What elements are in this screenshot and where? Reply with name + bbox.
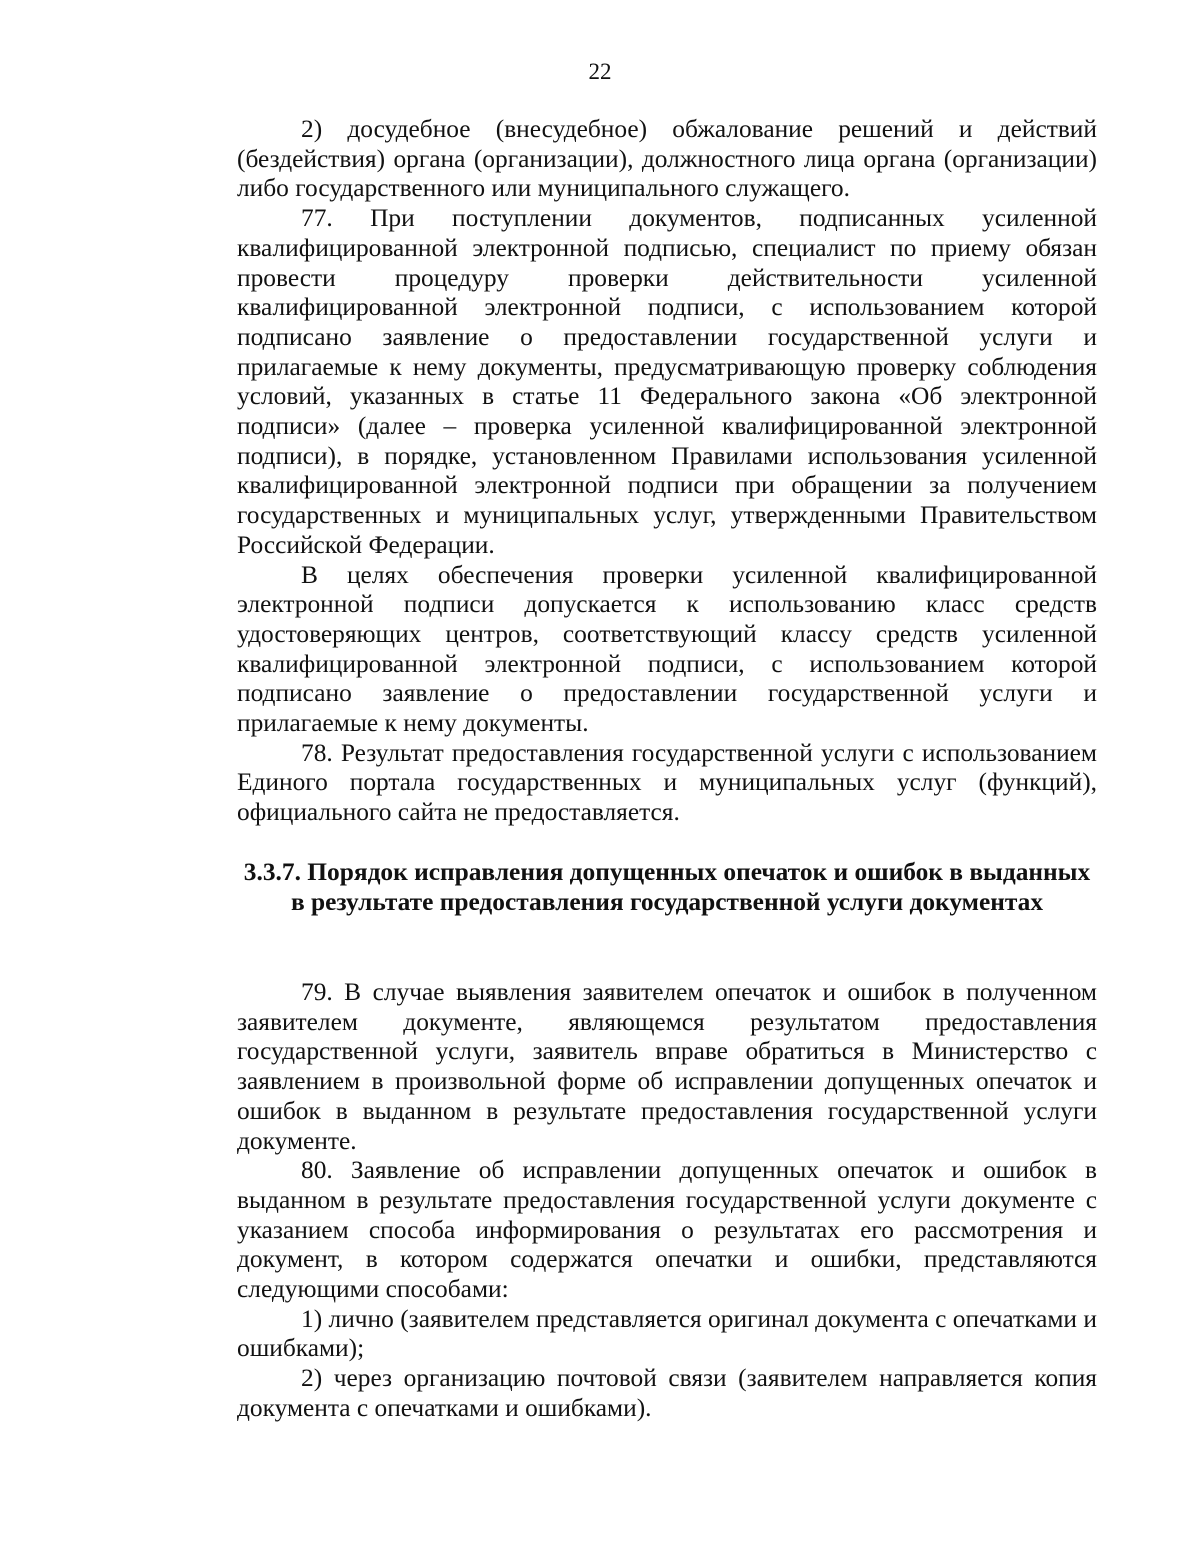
paragraph-80: 80. Заявление об исправлении допущенных опечаток и ошибок в выданном в результате предоставления государственной услуги документе с указанием способа информирования о результатах его рассмотрения и документ, в котором содержатся опечатки и ошибки, представляются следующими способами: <box>237 1156 1097 1304</box>
body-text-block-2 <box>237 978 1097 1424</box>
paragraph-78: 78. Результат предоставления государственной услуги с использованием Единого портала государственных и муниципальных услуг (функций), официального сайта не предоставляется. <box>237 738 1097 827</box>
section-heading: 3.3.7. Порядок исправления допущенных опечаток и ошибок в выданных в результате предоставления государственной услуги документах <box>243 858 1091 916</box>
paragraph-method-2: 2) через организацию почтовой связи (заявителем направляется копия документа с опечатками и ошибками). <box>237 1364 1097 1422</box>
body-text-block <box>237 115 1097 828</box>
paragraph-79: 79. В случае выявления заявителем опечаток и ошибок в полученном заявителем документе, являющемся результатом предоставления государственной услуги, заявитель вправе обратиться в Министерство с заявлением в произвольной форме об исправлении допущенных опечаток и ошибок в выданном в результате предоставления государственной услуги документе. <box>237 978 1097 1155</box>
paragraph-77: 77. При поступлении документов, подписанных усиленной квалифицированной электронной подписью, специалист по приему обязан провести процедуру проверки действительности усиленной квалифицированной электронной подписи, с использованием которой подписано заявление о предоставлении государственной услуги и прилагаемые к нему документы, предусматривающую проверку соблюдения условий, указанных в статье 11 Федерального закона «Об электронной подписи» (далее – проверка усиленной квалифицированной электронной подписи), в порядке, установленном Правилами использования усиленной квалифицированной электронной подписи при обращении за получением государственных и муниципальных услуг, утвержденными Правительством Российской Федерации. <box>237 204 1097 559</box>
paragraph-method-1: 1) лично (заявителем представляется оригинал документа с опечатками и ошибками); <box>237 1304 1097 1363</box>
page-number: 22 <box>588 59 612 84</box>
paragraph-appeal-item-2: 2) досудебное (внесудебное) обжалование решений и действий (бездействия) органа (организации), должностного лица органа (организации) либо государственного или муниципального служащего. <box>237 115 1097 203</box>
section-heading-block <box>237 858 1097 917</box>
paragraph-signature-verification: В целях обеспечения проверки усиленной квалифицированной электронной подписи допускается к использованию класс средств удостоверяющих центров, соответствующий классу средств усиленной квалифицированной электронной подписи, с использованием которой подписано заявление о предоставлении государственной услуги и прилагаемые к нему документы. <box>237 560 1097 738</box>
